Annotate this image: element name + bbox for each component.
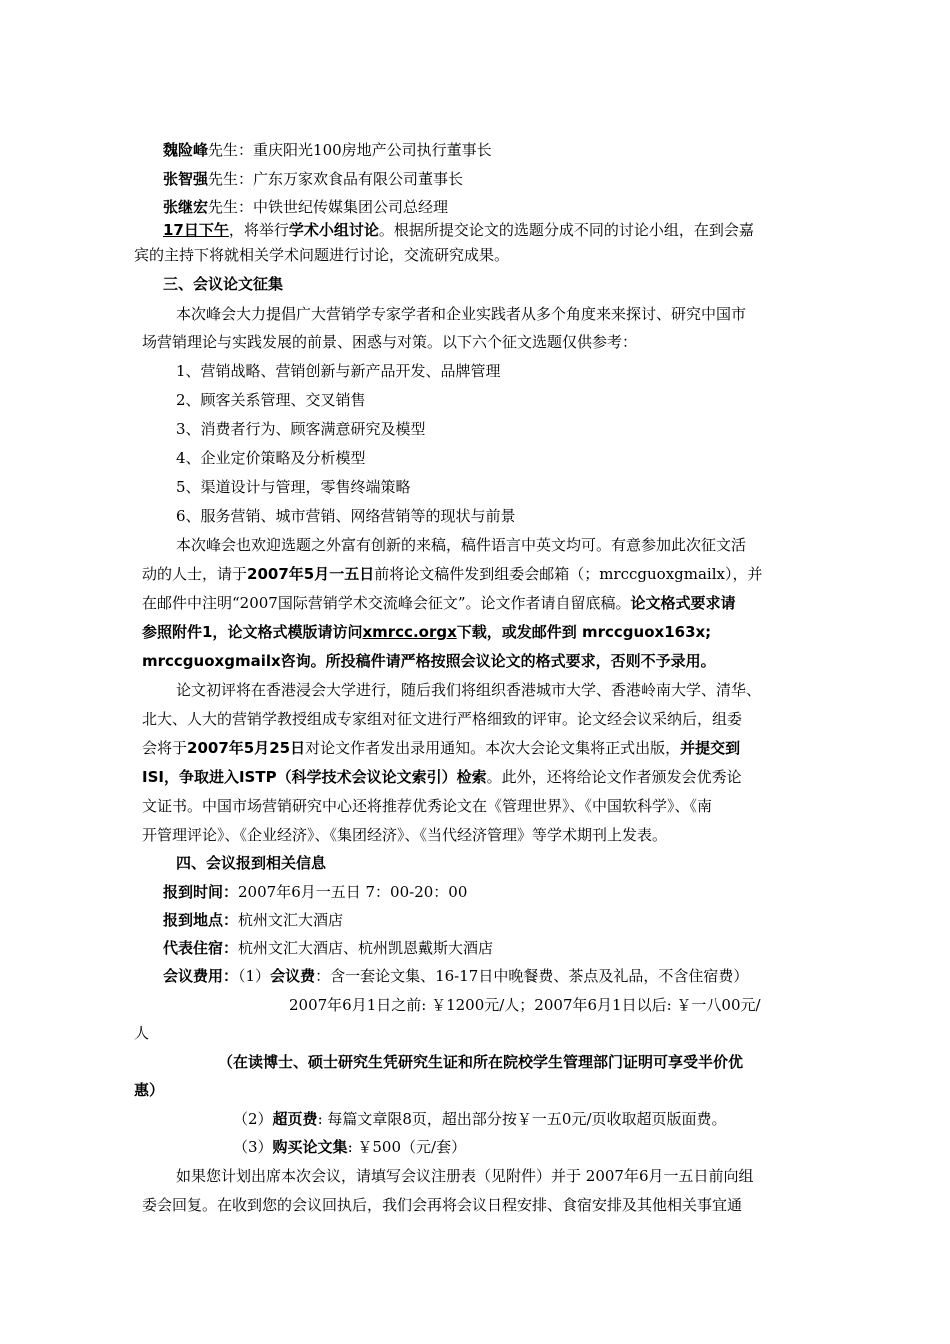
paragraph-line: 本次峰会也欢迎选题之外富有创新的来稿，稿件语言中英文均可。有意参加此次征文活 — [176, 536, 747, 554]
notice-date: 2007年5月25日 — [187, 739, 306, 757]
format-note: 论文格式要求请 — [630, 594, 736, 612]
guest-desc: 中铁世纪传媒集团公司总经理 — [253, 198, 449, 216]
paragraph-line: 如果您计划出席本次会议，请填写会议注册表（见附件）并于 2007年6月一五日前向组 — [176, 1167, 754, 1185]
seminar-time: 17日下午 — [163, 221, 229, 239]
paragraph-line: 文证书。中国市场营销研究中心还将推荐优秀论文在《管理世界》、《中国软科学》、《南 — [142, 797, 713, 815]
guest-title: 先生： — [208, 198, 254, 216]
paragraph-line: 开管理评论》、《企业经济》、《集团经济》、《当代经济管理》等学术期刊上发表。 — [142, 826, 668, 844]
fee-item — [233, 1109, 727, 1129]
info-value: 2007年6月一五日 7：00-20：00 — [238, 883, 468, 901]
info-line — [163, 966, 748, 986]
topic-item: 5、渠道设计与管理，零售终端策略 — [176, 478, 411, 496]
paragraph-line: mrccguoxgmailx咨询。所投稿件请严格按照会议论文的格式要求，否则不予录用。 — [142, 652, 716, 670]
seminar-line-2: 宾的主持下将就相关学术问题进行讨论，交流研究成果。 — [134, 246, 510, 264]
text: 参照附件1，论文格式模版请访问 — [142, 623, 363, 641]
text: : 每篇文章限8页，超出部分按￥一五0元/页收取超页版面费。 — [317, 1110, 727, 1128]
topic-item: 4、企业定价策略及分析模型 — [176, 449, 366, 467]
text: （1） — [238, 967, 271, 985]
text: 对论文作者发出录用通知。本次大会论文集将正式出版， — [305, 739, 681, 757]
guest-name: 张继宏 — [163, 198, 209, 216]
istp-note: ISI，争取进入ISTP（科学技术会议论文索引）检索 — [142, 768, 487, 786]
seminar-text: 。根据所提交论文的选题分成不同的讨论小组，在到会嘉 — [378, 221, 754, 239]
info-label: 会议费用： — [163, 967, 239, 985]
paragraph-line: 场营销理论与实践发展的前景、困惑与对策。以下六个征文选题仅供参考： — [142, 333, 638, 351]
text: 在邮件中注明“2007国际营销学术交流峰会征文”。论文作者请自留底稿。 — [142, 594, 631, 612]
info-line — [163, 882, 467, 902]
paragraph-line — [142, 738, 740, 758]
text: 并提交到 — [680, 739, 741, 757]
seminar-topic: 学术小组讨论 — [288, 221, 379, 239]
text: （2） — [233, 1110, 273, 1128]
info-label: 报到地点： — [163, 911, 239, 929]
deadline-date: 2007年5月一五日 — [247, 565, 375, 583]
paragraph-line: 本次峰会大力提倡广大营销学专家学者和企业实践者从多个角度来来探讨、研究中国市 — [176, 305, 747, 323]
section-4-heading: 四、会议报到相关信息 — [176, 854, 327, 872]
guest-desc: 重庆阳光100房地产公司执行董事长 — [253, 141, 492, 159]
fee-prices-cont: 人 — [134, 1024, 150, 1042]
paragraph-line: 北大、人大的营销学教授组成专家组对征文进行严格细致的评审。论文经会议采纳后，组委 — [142, 710, 743, 728]
seminar-text: ，将举行 — [228, 221, 289, 239]
paragraph-line — [142, 622, 711, 642]
guest-title: 先生： — [208, 141, 254, 159]
paragraph-line: 论文初评将在香港浸会大学进行，随后我们将组织香港城市大学、香港岭南大学、清华、 — [176, 681, 762, 699]
text: 。此外，还将给论文作者颁发会优秀论 — [486, 768, 742, 786]
info-value: 杭州文汇大酒店 — [238, 911, 344, 929]
paragraph-line — [142, 767, 742, 787]
template-link[interactable]: xmrcc.orgx — [362, 623, 457, 641]
student-note-cont: 惠） — [134, 1081, 165, 1099]
topic-item: 3、消费者行为、顾客满意研究及模型 — [176, 420, 426, 438]
paragraph-line: 委会回复。在收到您的会议回执后，我们会再将会议日程安排、食宿安排及其他相关事宜通 — [142, 1196, 743, 1214]
topic-item: 2、顾客关系管理、交叉销售 — [176, 391, 366, 409]
text: 前将论文稿件发到组委会邮箱（；mrccguoxgmailx），并 — [374, 565, 763, 583]
paragraph-line — [142, 564, 762, 584]
guest-desc: 广东万家欢食品有限公司董事长 — [253, 170, 464, 188]
topic-item: 1、营销战略、营销创新与新产品开发、品牌管理 — [176, 362, 501, 380]
text: : ￥500（元/套） — [347, 1138, 467, 1156]
seminar-line-1 — [163, 220, 754, 240]
text: 下载，或发邮件到 mrccguox163x; — [456, 623, 712, 641]
info-value: 杭州文汇大酒店、杭州凯恩戴斯大酒店 — [238, 939, 494, 957]
info-line — [163, 938, 493, 958]
topic-item: 6、服务营销、城市营销、网络营销等的现状与前景 — [176, 507, 516, 525]
text: 动的人士，请于 — [142, 565, 248, 583]
fee-label: 会议费 — [270, 967, 316, 985]
text: ：含一套论文集、16-17日中晚餐费、茶点及礼品，不含住宿费） — [315, 967, 749, 985]
guest-line — [163, 197, 448, 217]
guest-title: 先生： — [208, 170, 254, 188]
fee-label: 超页费 — [272, 1110, 318, 1128]
info-label: 代表住宿： — [163, 939, 239, 957]
info-line — [163, 910, 343, 930]
guest-line — [163, 169, 463, 189]
info-label: 报到时间： — [163, 883, 239, 901]
student-note: （在读博士、硕士研究生凭研究生证和所在院校学生管理部门证明可享受半价优 — [218, 1053, 744, 1071]
fee-item — [233, 1137, 466, 1157]
paragraph-line — [142, 593, 736, 613]
fee-prices: 2007年6月1日之前: ￥1200元/人；2007年6月1日以后: ￥一八00元/ — [289, 996, 761, 1014]
text: 会将于 — [142, 739, 188, 757]
guest-line — [163, 140, 492, 160]
guest-name: 魏险峰 — [163, 141, 209, 159]
text: （3） — [233, 1138, 273, 1156]
section-3-heading: 三、会议论文征集 — [163, 275, 284, 293]
fee-label: 购买论文集 — [272, 1138, 348, 1156]
guest-name: 张智强 — [163, 170, 209, 188]
